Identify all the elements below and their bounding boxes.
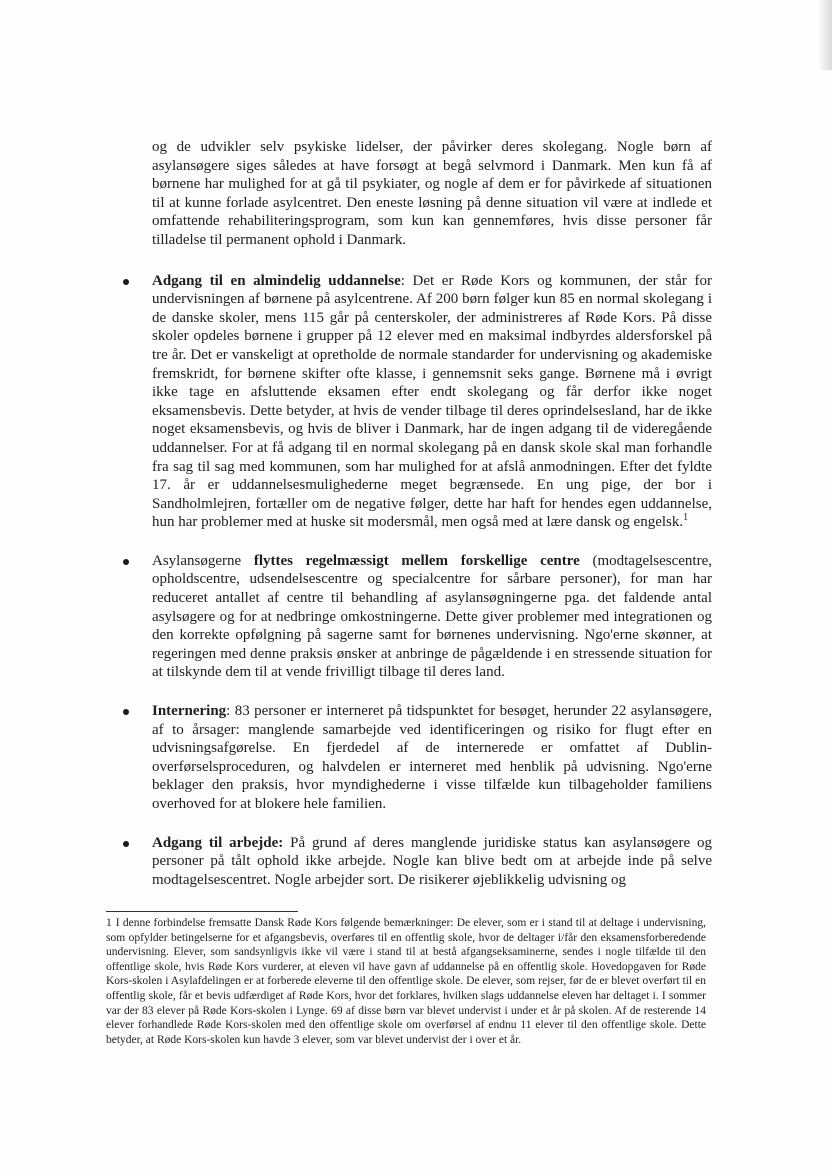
bullet-dot-icon: [123, 279, 129, 285]
bullet-education: [152, 272, 712, 532]
bullet-pre: Asylansøgerne: [152, 552, 254, 569]
footnote-number: 1: [106, 917, 112, 929]
bullet-text: På grund af deres manglende juridiske status kan asylansøgere og personer på tålt ophold ikke arbejde. Nogle kan blive bedt om at arbejde inde på selve modtagelsescentret. Nogle arbejder sort. De risikerer øjeblikkelig udvisning og: [152, 834, 712, 888]
bullet-text: : Det er Røde Kors og kommunen, der står for undervisningen af børnene på asylcentrene. Af 200 børn følger kun 85 en normal skolegang i de danske skoler, mens 115 går på centerskoler, der administreres af Røde Kors. På disse skoler opdeles børnene i grupper på 12 elever med en maksimal indbyrdes aldersforskel på tre år. Det er vanskeligt at opretholde de normale standarder for undervisning og akademiske fremskridt, for børnene skifter ofte klasse, i gennemsnit seks gange. Børnene må i øvrigt ikke tage en afsluttende eksamen efter endt skolegang og får derfor ikke noget eksamensbevis. Dette betyder, at hvis de vender tilbage til deres oprindelsesland, har de ikke noget eksamensbevis, og hvis de bliver i Danmark, har de ingen adgang til de videregående uddannelser. For at få adgang til en normal skolegang på en dansk skole skal man forhandle fra sag til sag med kommunen, som har mulighed for at afslå anmodningen. Efter det fyldte 17. år er uddannelsesmulighederne meget begrænsede. En ung pige, der bor i Sandholmlejren, fortæller om de negative følger, dette har haft for hendes egen uddannelse, hun har problemer med at huske sit modersmål, men også med at lære dansk og engelsk.: [152, 272, 712, 531]
footnote-section: [106, 916, 706, 1047]
bullet-lead: Adgang til arbejde:: [152, 834, 284, 851]
footnote-reference[interactable]: 1: [683, 512, 689, 524]
bullet-dot-icon: [123, 709, 129, 715]
bullet-detention: [152, 702, 712, 814]
bullet-lead: Adgang til en almindelig uddannelse: [152, 272, 401, 289]
bullet-text: (modtagelsescentre, opholdscentre, udsendelsescentre og specialcentre for sårbare personer), for man har reduceret antallet af centre til behandling af asylansøgningerne pga. det faldende antal asylsøgere og for at nedbringe omkostningerne. Dette giver problemer med integrationen og den korrekte opfølgning på sagerne samt for børnenes undervisning. Ngo'erne skønner, at regeringen med denne praksis ønsker at anbringe de pågældende i en stressende situation for at tilskynde dem til at vende frivilligt tilbage til deres land.: [152, 552, 713, 681]
bullet-dot-icon: [123, 841, 129, 847]
scan-edge-shadow: [818, 0, 832, 70]
bullet-text: : 83 personer er interneret på tidspunktet for besøget, herunder 22 asylansøgere, af to årsager: manglende samarbejde ved identificeringen og risiko for flugt efter en udvisningsafgørelse. En fjerdedel af de internerede er omfattet af Dublin-overførselsproceduren, og halvdelen er interneret med henblik på udvisning. Ngo'erne beklager den praksis, hvor myndighederne i visse tilfælde kun tilbageholder familiens overhoved for at blokere hele familien.: [152, 703, 712, 812]
bullet-dot-icon: [123, 559, 129, 565]
bullet-relocation: [152, 552, 712, 682]
footnote-separator: [106, 911, 298, 912]
footnote-text: I denne forbindelse fremsatte Dansk Røde Kors følgende bemærkninger: De elever, som er i stand til at deltage i undervisning, som opfylder betingelserne for et afgangsbevis, overføres til en offentlig skole, hvor de deltager i/får den eksamensforberedende undervisning. Elever, som sandsynligvis ikke vil være i stand til at bestå afgangseksaminerne, sendes i nogle tilfælde til den offentlige skole, hvis Røde Kors vurderer, at eleven vil have gavn af uddannelse på en offentlig skole. Hovedopgaven for Røde Kors-skolen i Asylafdelingen er at forberede eleverne til den offentlige skole. De elever, som rejser, før de er blevet overført til en offentlig skole, får et bevis udfærdiget af Røde Kors, hvor det forklares, hvilken slags uddannelse eleven har deltaget i. I sommer var der 83 elever på Røde Kors-skolen i Lynge. 69 af disse børn var blevet undervist i under et år på skolen. Af de resterende 14 elever forhandlede Røde Kors-skolen med den offentlige skole om overførsel af endnu 11 elever til den offentlige skole. Dette betyder, at Røde Kors-skolen kun havde 3 elever, som var blevet undervist der i over et år.: [106, 917, 706, 1046]
bullet-list: [152, 272, 712, 890]
body-text: [152, 138, 712, 889]
bullet-lead: flyttes regelmæssigt mellem forskellige centre: [253, 552, 580, 569]
bullet-lead: Internering: [152, 703, 227, 720]
intro-paragraph: og de udvikler selv psykiske lidelser, der påvirker deres skolegang. Nogle børn af asylansøgere siges således at have forsøgt at begå selvmord i Danmark. Men kun få af børnene har mulighed for at gå til psykiater, og nogle af dem er for påvirkede af situationen til at kunne forlade asylcentret. Den eneste løsning på denne situation vil være at indlede et omfattende rehabiliteringsprogram, som kun kan gennemføres, hvis disse personer får tilladelse til permanent ophold i Danmark.: [152, 139, 712, 248]
bullet-work: [152, 834, 712, 890]
